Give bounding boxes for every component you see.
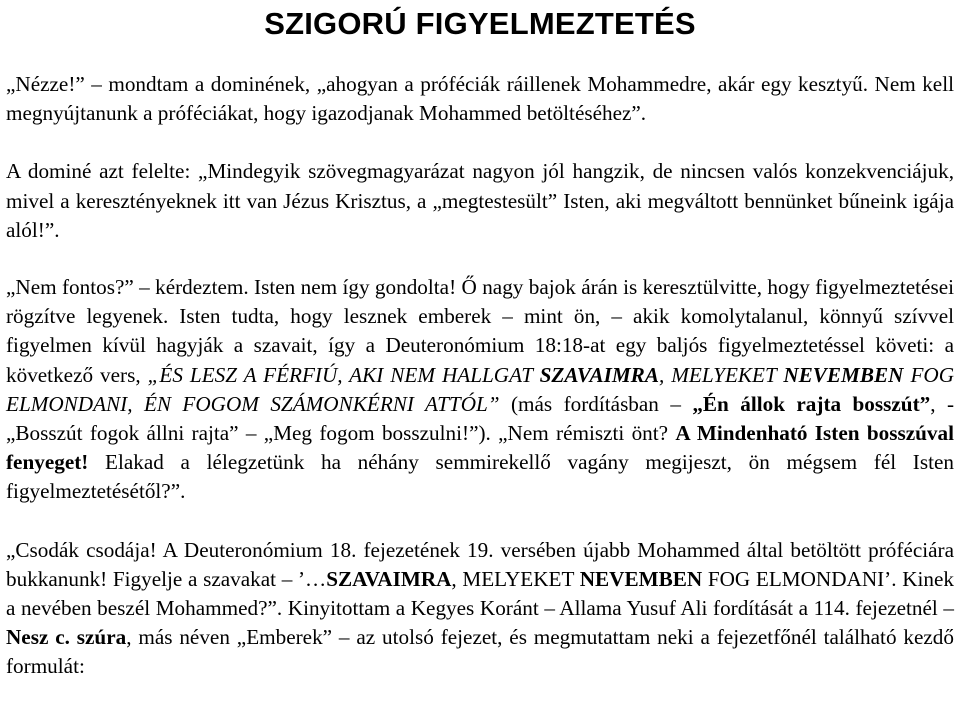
paragraph-2: [6, 157, 954, 245]
p3-italic-bold-2: NEVEMBEN: [783, 362, 904, 387]
paragraph-4: [6, 536, 954, 682]
p4-text-2: , MELYEKET: [451, 566, 580, 591]
p4-text-4: , más néven „Emberek” – az utolsó fejezet, és megmutattam neki a fejezetfőnél található kezdő formulát:: [6, 625, 954, 679]
document-page: [6, 0, 954, 682]
p4-bold-3: Nesz c. szúra: [6, 625, 127, 650]
paragraph-3: [6, 273, 954, 507]
p4-text-3: FOG ELMONDANI’. Kinek a nevében beszél Mohammed?”. Kinyitottam a Kegyes Koránt – Allama Yusuf Ali fordítását a 114. fejezetnél –: [6, 566, 954, 621]
p3-bold-1: „Én állok rajta bosszút”: [692, 391, 931, 416]
p1-text: „Nézze!” – mondtam a dominének, „ahogyan a próféciák ráillenek Mohammedre, akár egy kesztyű. Nem kell megnyújtanunk a próféciákat, hogy igazodjanak Mohammed betöltéséhez”.: [6, 72, 954, 126]
p3-text-2: (más fordításban –: [499, 391, 693, 416]
p3-italic-quote-1: „ÉS LESZ A FÉRFIÚ, AKI NEM HALLGAT: [147, 362, 540, 387]
p3-italic-bold-1: SZAVAIMRA: [539, 362, 659, 387]
p2-text: A dominé azt felelte: „Mindegyik szövegmagyarázat nagyon jól hangzik, de nincsen valós konzekvenciájuk, mivel a keresztényeknek itt van Jézus Krisztus, a „megtestesült” Isten, aki megváltott bennünket bűneink igája alól!”.: [6, 159, 954, 242]
p3-text-4: Elakad a lélegzetünk ha néhány semmirekellő vagány megijeszt, ön mégsem fél Isten figyelmeztetésétől?”.: [6, 450, 954, 504]
p4-bold-1: SZAVAIMRA: [326, 566, 452, 591]
p3-text-1: „Nem fontos?” – kérdeztem. Isten nem így gondolta! Ő nagy bajok árán is keresztülvitte, hogy figyelmeztetései rögzítve legyenek. Isten tudta, hogy lesznek emberek – mint ön, – akik komolytalanul, könnyű szívvel figyelmen kívül hagyják a szavait, így a Deuteronómium 18:18-at egy baljós figyelmeztetéssel követi: a következő vers,: [6, 275, 954, 387]
paragraph-1: [6, 70, 954, 128]
p4-text-1: „Csodák csodája! A Deuteronómium 18. fejezetének 19. versében újabb Mohammed által betöltött próféciára bukkanunk! Figyelje a szavakat – ’…: [6, 537, 954, 591]
p3-italic-quote-3: FOG ELMONDANI, ÉN FOGOM SZÁMONKÉRNI ATTÓL”: [6, 362, 954, 416]
p3-bold-2: A Mindenható Isten bosszúval fenyeget!: [6, 421, 954, 475]
p3-italic-quote-2: , MELYEKET: [658, 362, 784, 387]
p3-text-3: , - „Bosszút fogok állni rajta” – „Meg fogom bosszulni!”). „Nem rémiszti önt?: [6, 391, 954, 446]
p4-bold-2: NEVEMBEN: [579, 566, 703, 591]
page-title: SZIGORÚ FIGYELMEZTETÉS: [264, 6, 696, 41]
